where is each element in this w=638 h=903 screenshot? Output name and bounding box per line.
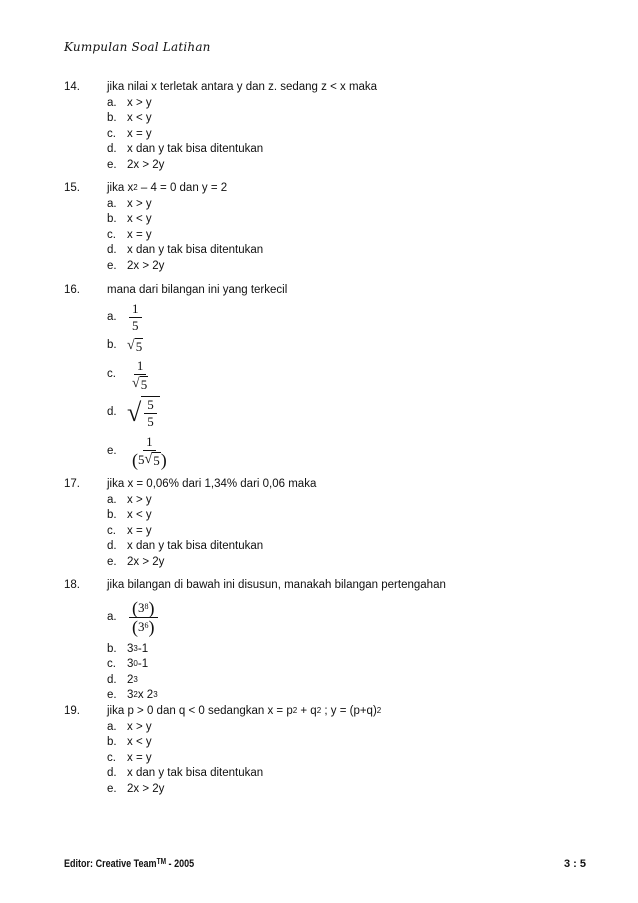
fraction — [127, 434, 172, 469]
option-c — [107, 127, 584, 143]
option-letter: e. — [107, 689, 117, 701]
options-list — [107, 301, 584, 471]
right-paren: ) — [148, 617, 155, 637]
question-14 — [64, 80, 584, 173]
option-d — [107, 393, 584, 433]
option-c — [107, 524, 584, 540]
option-a — [107, 720, 584, 736]
option-b — [107, 508, 584, 524]
radicand: 5 — [140, 376, 148, 392]
option-b — [107, 111, 584, 127]
option-letter: c. — [107, 228, 116, 241]
coefficient: 5 — [138, 452, 145, 467]
radical-sign: √ — [127, 337, 135, 353]
fraction — [127, 599, 160, 636]
option-letter: e. — [107, 782, 117, 795]
option-text: x > y — [127, 197, 152, 210]
option-text: 2x > 2y — [127, 158, 165, 171]
option-e — [107, 782, 584, 798]
option-text: x dan y tak bisa ditentukan — [127, 143, 264, 155]
option-text: -1 — [137, 658, 149, 670]
square-root — [127, 338, 143, 354]
option-text: x dan y tak bisa ditentukan — [127, 244, 264, 256]
stem-text: – 4 = 0 dan y = 2 — [137, 182, 228, 194]
base: 3 — [138, 600, 145, 615]
option-text: x > y — [127, 96, 152, 109]
option-text: x > y — [127, 720, 152, 733]
options-list — [107, 493, 584, 571]
option-letter: a. — [107, 720, 117, 733]
option-text: x = y — [127, 751, 152, 764]
exponent: 8 — [144, 602, 149, 611]
option-letter: b. — [107, 112, 117, 124]
option-text: x < y — [127, 509, 152, 521]
option-letter: a. — [107, 96, 117, 109]
option-d — [107, 766, 584, 782]
option-a — [107, 493, 584, 509]
exponent: 0 — [133, 659, 138, 668]
question-number: 18. — [64, 579, 80, 591]
footer-year: - 2005 — [166, 858, 195, 870]
question-18 — [64, 578, 584, 704]
radical-sign: √ — [127, 397, 142, 427]
option-a — [107, 594, 584, 642]
option-text: x = y — [127, 127, 152, 140]
option-letter: e. — [107, 555, 117, 568]
question-number: 16. — [64, 284, 80, 296]
base: 3 — [138, 619, 145, 634]
question-number: 15. — [64, 182, 80, 194]
radical-sign: √ — [144, 452, 153, 467]
option-letter: d. — [107, 244, 117, 256]
option-d — [107, 539, 584, 555]
question-15 — [64, 181, 584, 274]
base: 3 — [127, 689, 134, 701]
stem-text: jika p > 0 dan q < 0 sedangkan x = p — [107, 705, 293, 717]
option-b — [107, 642, 584, 658]
exponent: 2 — [133, 690, 138, 699]
option-letter: a. — [107, 493, 117, 506]
option-letter: c. — [107, 751, 116, 764]
option-e — [107, 688, 584, 704]
question-stem: jika bilangan di bawah ini disusun, manakah bilangan pertengahan — [107, 579, 446, 591]
denominator: 5 — [132, 318, 139, 333]
option-e — [107, 259, 584, 275]
options-list — [107, 197, 584, 275]
option-letter: a. — [107, 610, 117, 623]
option-letter: b. — [107, 509, 117, 521]
option-e — [107, 433, 584, 471]
option-text: x < y — [127, 213, 152, 225]
option-letter: d. — [107, 673, 117, 686]
question-16 — [64, 283, 584, 471]
option-a — [107, 197, 584, 213]
left-paren: ( — [132, 598, 138, 618]
option-c — [107, 657, 584, 673]
question-17 — [64, 477, 584, 570]
option-letter: b. — [107, 642, 117, 655]
option-d — [107, 142, 584, 158]
radicand: 5 — [153, 453, 160, 468]
numerator: 1 — [129, 301, 142, 318]
square-root-fraction — [127, 396, 160, 430]
option-letter: a. — [107, 197, 117, 210]
question-stem — [107, 181, 584, 197]
option-letter: e. — [107, 444, 117, 457]
trademark: TM — [156, 857, 167, 866]
option-b — [107, 735, 584, 751]
exponent: 3 — [153, 690, 158, 699]
exponent: 6 — [144, 621, 149, 630]
footer-editor — [64, 858, 194, 870]
left-paren: ( — [132, 617, 138, 637]
option-letter: c. — [107, 658, 116, 670]
option-e — [107, 158, 584, 174]
option-d — [107, 243, 584, 259]
radicand: 5 — [135, 338, 143, 354]
option-c — [107, 751, 584, 767]
right-paren: ) — [160, 450, 167, 470]
stem-text: ; y = (p+q) — [321, 705, 377, 717]
question-stem: mana dari bilangan ini yang terkecil — [107, 284, 288, 296]
question-number: 17. — [64, 478, 80, 490]
option-text: x 2 — [137, 689, 154, 701]
option-text: x = y — [127, 524, 152, 537]
base: 3 — [127, 642, 134, 655]
exponent: 2 — [316, 706, 322, 715]
option-text: x = y — [127, 228, 152, 241]
options-list — [107, 720, 584, 798]
footer-text: Editor: Creative Team — [64, 858, 157, 870]
option-letter: c. — [107, 127, 116, 140]
exponent: 2 — [376, 706, 382, 715]
base: 3 — [127, 658, 134, 670]
option-text: x dan y tak bisa ditentukan — [127, 767, 264, 779]
option-b — [107, 212, 584, 228]
option-letter: d. — [107, 767, 117, 779]
option-text: x < y — [127, 736, 152, 748]
option-text: x > y — [127, 493, 152, 506]
fraction — [127, 301, 144, 334]
option-letter: d. — [107, 405, 117, 418]
option-text: x < y — [127, 112, 152, 124]
option-b — [107, 335, 584, 357]
question-number: 19. — [64, 705, 80, 717]
options-list — [107, 594, 584, 704]
option-a — [107, 301, 584, 335]
denominator: 5 — [147, 413, 154, 429]
radical-sign: √ — [132, 375, 140, 391]
option-text: 2x > 2y — [127, 555, 165, 568]
option-letter: e. — [107, 158, 117, 171]
option-text: 2x > 2y — [127, 782, 165, 795]
question-number: 14. — [64, 81, 80, 93]
option-a — [107, 96, 584, 112]
option-letter: d. — [107, 143, 117, 155]
option-letter: b. — [107, 338, 117, 351]
option-letter: e. — [107, 259, 117, 272]
option-d — [107, 673, 584, 689]
option-c — [107, 357, 584, 393]
numerator: 5 — [144, 397, 157, 414]
fraction — [127, 358, 153, 392]
option-letter: b. — [107, 736, 117, 748]
question-stem: jika x = 0,06% dari 1,34% dari 0,06 maka — [107, 478, 317, 490]
option-letter: a. — [107, 310, 117, 323]
option-text: -1 — [137, 642, 149, 655]
exponent: 2 — [292, 706, 298, 715]
right-paren: ) — [148, 598, 155, 618]
numerator: 1 — [143, 434, 156, 451]
left-paren: ( — [132, 450, 138, 470]
option-c — [107, 228, 584, 244]
options-list — [107, 96, 584, 174]
option-e — [107, 555, 584, 571]
exponent: 3 — [133, 643, 138, 653]
page-header: Kumpulan Soal Latihan — [64, 40, 211, 54]
page-number: 3 : 5 — [564, 858, 587, 870]
option-letter: c. — [107, 367, 116, 380]
numerator: 1 — [134, 358, 147, 375]
option-text: x dan y tak bisa ditentukan — [127, 540, 264, 552]
exponent: 2 — [133, 183, 138, 192]
question-stem — [107, 704, 584, 720]
question-19 — [64, 704, 584, 797]
stem-text: + q — [297, 705, 317, 717]
stem-text: jika x — [107, 182, 134, 194]
base: 2 — [127, 673, 134, 686]
option-text: 2x > 2y — [127, 259, 165, 272]
option-letter: b. — [107, 213, 117, 225]
option-letter: d. — [107, 540, 117, 552]
exponent: 3 — [133, 674, 138, 684]
question-stem: jika nilai x terletak antara y dan z. sedang z < x maka — [107, 81, 378, 93]
option-letter: c. — [107, 524, 116, 537]
